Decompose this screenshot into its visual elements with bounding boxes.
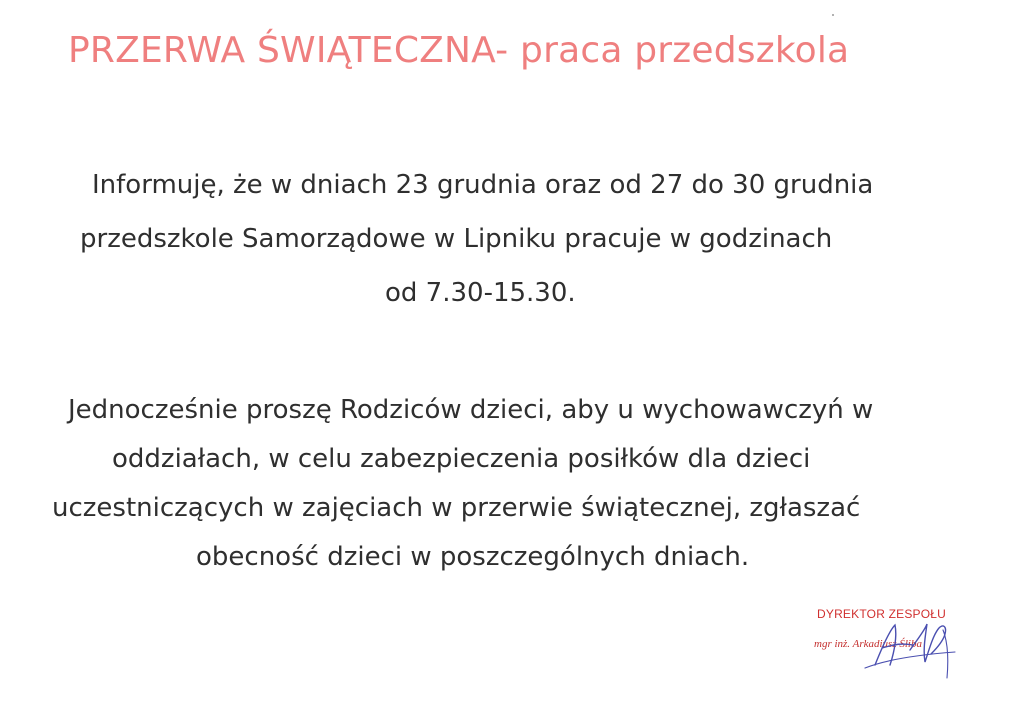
paragraph-line: obecność dzieci w poszczególnych dniach. [196, 542, 750, 572]
stamp-title: DYREKTOR ZESPOŁU [817, 607, 947, 621]
paragraph-line: Jednocześnie proszę Rodziców dzieci, aby u wychowawczyń w [68, 395, 874, 425]
handwritten-signature-icon [855, 610, 965, 680]
scan-speck [832, 14, 834, 16]
paragraph-line: od 7.30-15.30. [385, 278, 576, 308]
paragraph-line: oddziałach, w celu zabezpieczenia posiłków dla dzieci [112, 444, 811, 474]
page-title: PRZERWA ŚWIĄTECZNA- praca przedszkola [68, 30, 850, 71]
paragraph-line: przedszkole Samorządowe w Lipniku pracuje w godzinach [80, 224, 833, 254]
paragraph-line: Informuję, że w dniach 23 grudnia oraz od 27 do 30 grudnia [92, 170, 874, 200]
paragraph-line: uczestniczących w zajęciach w przerwie świątecznej, zgłaszać [52, 493, 861, 523]
stamp-name: mgr inż. Arkadiusz Śliba [814, 638, 922, 650]
signature-stamp [800, 600, 1000, 680]
